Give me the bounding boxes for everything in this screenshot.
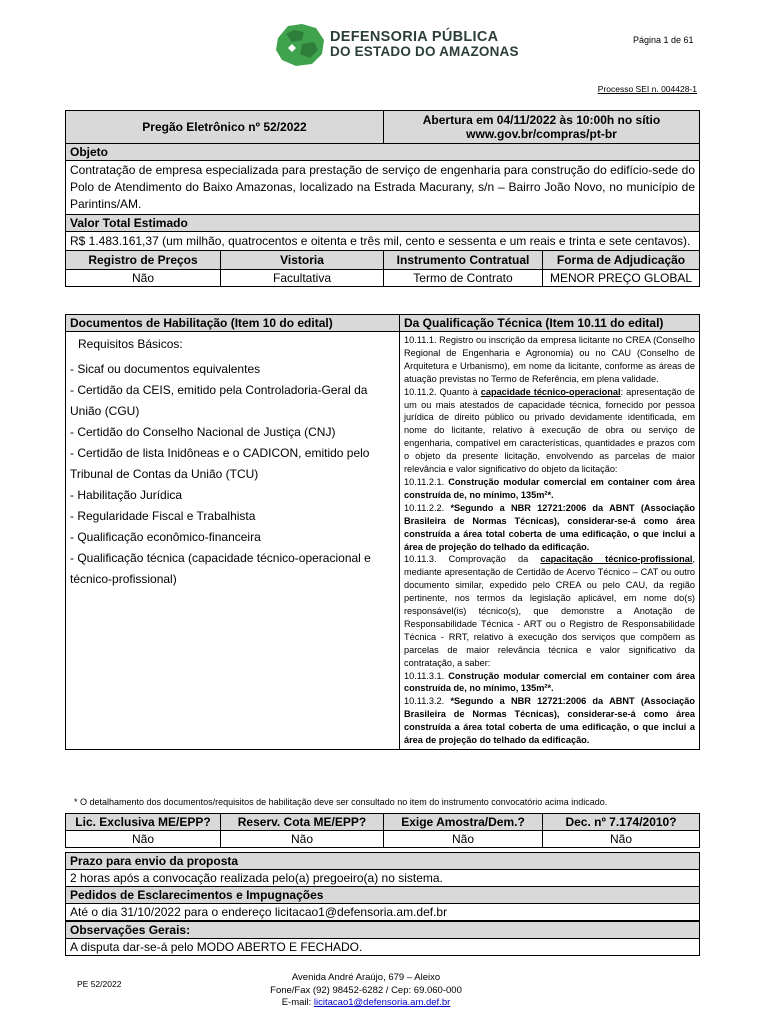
objeto-text: Contratação de empresa especializada para prestação de serviço de engenharia para construção do edifício-sede do Polo de Atendimento do Baixo Amazonas, localizado na Estrada Macurany, s/n – Bairro João Novo, no município de Parintins/AM. xyxy=(66,161,700,215)
observacoes-text: A disputa dar-se-á pelo MODO ABERTO E FECHADO. xyxy=(66,939,700,956)
col-instrumento: Instrumento Contratual xyxy=(384,251,543,270)
item-prefix: 10.11.2.1. xyxy=(404,476,449,487)
item-prefix: 10.11.2. Quanto à xyxy=(404,386,481,397)
list-item: - Sicaf ou documentos equivalentes xyxy=(70,362,261,376)
abertura-cell xyxy=(384,111,700,144)
val-registro: Não xyxy=(66,270,221,287)
prazo-label: Prazo para envio da proposta xyxy=(66,853,700,870)
item-10-11-2 xyxy=(404,386,695,476)
item-emphasis: *Segundo a NBR 12721:2006 da ABNT (Associação Brasileira de Normas Técnicas), considerar-se-á como área construída a área total coberta de uma edificação, o que inclui a área de projeção do telhado da edificação. xyxy=(404,502,695,552)
observacoes-label: Observações Gerais: xyxy=(66,922,700,939)
item-emphasis: capacidade técnico-operacional xyxy=(480,386,621,397)
valor-label: Valor Total Estimado xyxy=(66,215,700,232)
item-10-11-2-1 xyxy=(404,476,695,502)
item-prefix: 10.11.3. Comprovação da xyxy=(404,554,541,565)
pedidos-label: Pedidos de Esclarecimentos e Impugnações xyxy=(66,887,700,904)
val-adjudicacao: MENOR PREÇO GLOBAL xyxy=(543,270,700,287)
title-row xyxy=(66,111,700,144)
item-text: , mediante apresentação de Certidão de Acervo Técnico – CAT ou outro documento similar, expedido pelo CREA ou pelo CAU, da região pertinente, nos termos da legislação aplicável, em nome do(s) responsável(is) técnico(s), que demonstre a Anotação de Responsabilidade Técnica - ART ou o Registro de Responsabilidade Técnica - RRT, relativo à execução dos serviços que compõem as parcelas de maior relevância técnica e valor significativo da contratação, a saber: xyxy=(404,554,696,668)
val-vistoria: Facultativa xyxy=(221,270,384,287)
item-10-11-3 xyxy=(404,553,695,669)
brand-name xyxy=(330,30,519,59)
pedidos-text: Até o dia 31/10/2022 para o endereço licitacao1@defensoria.am.def.br xyxy=(66,904,700,921)
col-amostra: Exige Amostra/Dem.? xyxy=(384,814,543,831)
summary-table xyxy=(65,110,700,287)
item-emphasis: capacitação técnico-profissional xyxy=(540,554,693,565)
item-text: : apresentação de um ou mais atestados de capacidade técnica, fornecido por pessoa jurídica de direito público ou privado devidamente identificada, em nome do licitante, relativo à execução de obra ou serviço de engenharia, compatível em características, quantidades e prazos com o objeto da presente licitação, envolvendo as parcelas de maior relevância e valor significativo do objeto da licitação: xyxy=(404,386,695,475)
val-instrumento: Termo de Contrato xyxy=(384,270,543,287)
footer-code: PE 52/2022 xyxy=(77,979,122,989)
col-vistoria: Vistoria xyxy=(221,251,384,270)
brand-line1: DEFENSORIA PÚBLICA xyxy=(330,29,499,45)
col-decreto: Dec. nº 7.174/2010? xyxy=(543,814,700,831)
list-item: - Qualificação técnica (capacidade técnico-operacional e técnico-profissional) xyxy=(70,551,371,586)
list-item: - Certidão da CEIS, emitido pela Controladoria-Geral da União (CGU) xyxy=(70,383,368,418)
footer-address: Avenida André Araújo, 679 – Aleixo xyxy=(291,972,441,983)
abertura-line1: Abertura em 04/11/2022 às 10:00h no sítio xyxy=(422,113,661,127)
brand-line2: DO ESTADO DO AMAZONAS xyxy=(330,44,519,60)
col-registro: Registro de Preços xyxy=(66,251,221,270)
item-emphasis: Construção modular comercial em container com área construída de, no mínimo, 135m²*. xyxy=(404,670,695,694)
prazo-text: 2 horas após a convocação realizada pelo(a) pregoeiro(a) no sistema. xyxy=(66,870,700,887)
item-10-11-1: 10.11.1. Registro ou inscrição da empresa licitante no CREA (Conselho Regional de Engenharia e Agronomia) ou no CAU (Conselho de Arquitetura e Urbanismo), em nome da licitante, conforme as áreas de atuação previstas no Termo de Referência, em plena validade. xyxy=(404,335,695,384)
habilitacao-list xyxy=(66,332,400,750)
list-item: - Qualificação econômico-financeira xyxy=(70,530,261,544)
process-number: Processo SEI n. 004428-1 xyxy=(597,84,697,94)
val-exclusiva: Não xyxy=(66,831,221,848)
habilitacao-note: * O detalhamento dos documentos/requisitos de habilitação deve ser consultado no item do instrumento convocatório acima indicado. xyxy=(74,797,608,807)
footer-phone: Fone/Fax (92) 98452-6282 / Cep: 69.060-000 xyxy=(270,984,462,996)
valor-text: R$ 1.483.161,37 (um milhão, quatrocentos e oitenta e três mil, cento e sessenta e um reais e trinta e sete centavos). xyxy=(66,232,700,251)
objeto-label: Objeto xyxy=(66,144,700,161)
defensoria-logo xyxy=(272,20,328,68)
habilitacao-table xyxy=(65,314,700,750)
pregao-title: Pregão Eletrônico nº 52/2022 xyxy=(66,111,384,144)
item-emphasis: *Segundo a NBR 12721:2006 da ABNT (Associação Brasileira de Normas Técnicas), considerar-se-á como área construída a área total coberta de uma edificação, o que inclui a área de projeção do telhado da edificação. xyxy=(404,696,695,746)
footer-email-line xyxy=(236,997,496,1010)
qualificacao-text xyxy=(400,332,700,750)
item-10-11-3-2 xyxy=(404,695,695,747)
qualificacao-title: Da Qualificação Técnica (Item 10.11 do edital) xyxy=(400,315,700,332)
item-prefix: 10.11.2.2. xyxy=(404,502,451,513)
list-item: - Certidão do Conselho Nacional de Justiça (CNJ) xyxy=(70,425,336,439)
flags-table xyxy=(65,813,700,848)
item-prefix: 10.11.3.1. xyxy=(404,670,449,681)
list-item: Requisitos Básicos: xyxy=(78,337,183,351)
item-10-11-3-1 xyxy=(404,670,695,696)
item-10-11-2-2 xyxy=(404,502,695,554)
col-exclusiva: Lic. Exclusiva ME/EPP? xyxy=(66,814,221,831)
val-decreto: Não xyxy=(543,831,700,848)
col-cota: Reserv. Cota ME/EPP? xyxy=(221,814,384,831)
list-item: - Certidão de lista Inidôneas e o CADICON, emitido pelo Tribunal de Contas da União (TCU) xyxy=(70,446,370,481)
abertura-line2: www.gov.br/compras/pt-br xyxy=(466,127,617,141)
item-prefix: 10.11.3.2. xyxy=(404,696,451,707)
observacoes-table xyxy=(65,921,700,956)
col-adjudicacao: Forma de Adjudicação xyxy=(543,251,700,270)
habilitacao-title: Documentos de Habilitação (Item 10 do edital) xyxy=(66,315,400,332)
item-emphasis: Construção modular comercial em container com área construída de, no mínimo, 135m²*. xyxy=(404,476,695,500)
prazo-table xyxy=(65,852,700,921)
list-item: - Habilitação Jurídica xyxy=(70,488,183,502)
page-number: Página 1 de 61 xyxy=(633,35,694,45)
val-cota: Não xyxy=(221,831,384,848)
footer-email-link[interactable]: licitacao1@defensoria.am.def.br xyxy=(313,997,451,1008)
footer-email-label: E-mail: xyxy=(281,997,314,1008)
list-item: - Regularidade Fiscal e Trabalhista xyxy=(70,509,256,523)
val-amostra: Não xyxy=(384,831,543,848)
footer-address-block xyxy=(236,972,496,1010)
